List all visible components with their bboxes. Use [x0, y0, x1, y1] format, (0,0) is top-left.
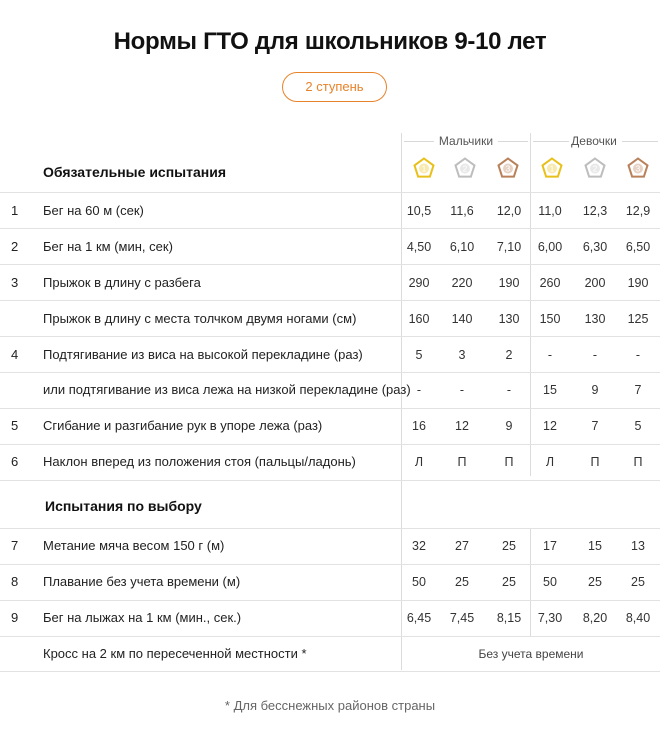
row-name: Прыжок в длину с разбега	[43, 275, 201, 290]
value-cell: 12,0	[496, 204, 522, 218]
value-cell: 190	[627, 276, 649, 290]
value-cell: 25	[455, 575, 469, 589]
value-cell: 7,45	[449, 611, 475, 625]
table-row-cross	[0, 636, 660, 672]
table-row	[0, 444, 660, 480]
table-row	[0, 528, 660, 564]
value-cell: -	[506, 383, 512, 397]
medal-3-icon	[497, 157, 519, 179]
value-cell: 220	[451, 276, 473, 290]
value-cell: 190	[498, 276, 520, 290]
value-cell: 6,10	[449, 240, 475, 254]
svg-text:2: 2	[592, 164, 598, 174]
value-cell: П	[504, 455, 514, 469]
row-divider	[0, 336, 660, 337]
value-cell: 50	[543, 575, 557, 589]
value-cell: 2	[505, 348, 513, 362]
table-row	[0, 372, 660, 408]
table-row	[0, 564, 660, 600]
svg-text:1: 1	[549, 164, 555, 174]
row-divider	[0, 564, 660, 565]
value-cell: 12	[455, 419, 469, 433]
value-cell: -	[416, 383, 422, 397]
value-cell: -	[592, 348, 598, 362]
svg-text:1: 1	[421, 164, 427, 174]
row-number: 6	[11, 454, 19, 469]
svg-text:2: 2	[462, 164, 468, 174]
value-cell: -	[635, 348, 641, 362]
value-cell: 11,0	[538, 204, 562, 218]
group-label-boys: Мальчики	[438, 134, 494, 148]
row-name: Прыжок в длину с места толчком двумя ногами (см)	[43, 311, 357, 326]
row-name: Бег на лыжах на 1 км (мин., сек.)	[43, 610, 242, 625]
row-number: 9	[11, 610, 19, 625]
table-row	[0, 408, 660, 444]
value-cell: Л	[545, 455, 555, 469]
medal-2-icon	[584, 157, 606, 179]
section-optional: Испытания по выбору	[45, 498, 202, 514]
value-cell: -	[459, 383, 465, 397]
value-cell: 6,00	[537, 240, 563, 254]
row-divider	[0, 408, 660, 409]
value-cell: 25	[631, 575, 645, 589]
value-cell: 6,50	[625, 240, 651, 254]
value-cell: 16	[412, 419, 426, 433]
value-cell: 9	[591, 383, 599, 397]
value-cell: П	[590, 455, 600, 469]
row-number: 4	[11, 347, 19, 362]
value-cell: 5	[634, 419, 642, 433]
value-cell: 25	[502, 575, 516, 589]
row-number: 3	[11, 275, 19, 290]
value-cell: 7,30	[537, 611, 563, 625]
row-name: Метание мяча весом 150 г (м)	[43, 538, 225, 553]
section-mandatory: Обязательные испытания	[43, 164, 226, 180]
row-name: Бег на 1 км (мин, сек)	[43, 239, 173, 254]
value-cell: 200	[584, 276, 606, 290]
row-divider	[0, 480, 660, 481]
row-name: Бег на 60 м (сек)	[43, 203, 144, 218]
value-cell: 260	[539, 276, 561, 290]
value-cell: 50	[412, 575, 426, 589]
medal-1-icon	[413, 157, 435, 179]
medal-1-icon	[541, 157, 563, 179]
row-name: Плавание без учета времени (м)	[43, 574, 241, 589]
value-cell: 6,30	[582, 240, 608, 254]
value-cell: 150	[539, 312, 561, 326]
value-cell: 7,10	[496, 240, 522, 254]
row-divider	[0, 228, 660, 229]
medal-2-icon	[454, 157, 476, 179]
value-cell: 12,3	[582, 204, 608, 218]
value-cell: 130	[498, 312, 520, 326]
value-cell: 9	[505, 419, 513, 433]
value-cell: 10,5	[406, 204, 432, 218]
value-cell: 11,6	[450, 204, 474, 218]
value-cell: П	[633, 455, 643, 469]
value-cell: 5	[415, 348, 423, 362]
row-divider	[0, 300, 660, 301]
table-row	[0, 193, 660, 229]
row-name: Подтягивание из виса на высокой перекладине (раз)	[43, 347, 363, 362]
footnote: * Для бесснежных районов страны	[224, 698, 436, 713]
svg-text:3: 3	[505, 164, 511, 174]
value-cell: 4,50	[406, 240, 432, 254]
group-label-girls: Девочки	[571, 134, 617, 148]
table-row	[0, 337, 660, 373]
value-cell: 25	[588, 575, 602, 589]
value-cell: Л	[414, 455, 424, 469]
value-cell: 8,15	[496, 611, 522, 625]
value-cell: П	[457, 455, 467, 469]
row-number: 5	[11, 418, 19, 433]
value-cell: 32	[412, 539, 426, 553]
row-divider	[0, 671, 660, 672]
value-cell: 27	[455, 539, 469, 553]
value-cell: 130	[584, 312, 606, 326]
value-cell: 12,9	[625, 204, 651, 218]
row-number: 7	[11, 538, 19, 553]
stage-badge[interactable]: 2 ступень	[282, 72, 387, 102]
table-row	[0, 265, 660, 301]
row-number: 2	[11, 239, 19, 254]
row-divider	[0, 636, 660, 637]
row-divider	[0, 372, 660, 373]
value-cell: 6,45	[406, 611, 432, 625]
value-cell: 13	[631, 539, 645, 553]
value-cell: -	[547, 348, 553, 362]
row-divider	[0, 528, 660, 529]
value-cell: 8,20	[582, 611, 608, 625]
group-line-girls-right	[622, 141, 658, 142]
value-cell: 12	[543, 419, 557, 433]
group-line-boys-right	[498, 141, 528, 142]
value-cell: 125	[627, 312, 649, 326]
row-number: 1	[11, 203, 19, 218]
value-cell: 15	[588, 539, 602, 553]
value-cell: 7	[634, 383, 642, 397]
row-name: или подтягивание из виса лежа на низкой перекладине (раз)	[43, 382, 411, 397]
row-divider	[0, 192, 660, 193]
row-number: 8	[11, 574, 19, 589]
value-cell: 160	[408, 312, 430, 326]
page-title: Нормы ГТО для школьников 9-10 лет	[113, 28, 547, 55]
row-note: Без учета времени	[478, 647, 584, 661]
value-cell: 290	[408, 276, 430, 290]
table-row	[0, 301, 660, 337]
svg-text:3: 3	[635, 164, 641, 174]
row-divider	[0, 600, 660, 601]
value-cell: 8,40	[625, 611, 651, 625]
row-name: Наклон вперед из положения стоя (пальцы/ладонь)	[43, 454, 356, 469]
row-divider	[0, 444, 660, 445]
value-cell: 7	[591, 419, 599, 433]
value-cell: 15	[543, 383, 557, 397]
medal-3-icon	[627, 157, 649, 179]
table-row	[0, 600, 660, 636]
value-cell: 25	[502, 539, 516, 553]
row-divider	[0, 264, 660, 265]
table-row	[0, 229, 660, 265]
row-name: Кросс на 2 км по пересеченной местности *	[43, 646, 307, 661]
row-name: Сгибание и разгибание рук в упоре лежа (раз)	[43, 418, 323, 433]
value-cell: 3	[458, 348, 466, 362]
value-cell: 140	[451, 312, 473, 326]
value-cell: 17	[543, 539, 557, 553]
